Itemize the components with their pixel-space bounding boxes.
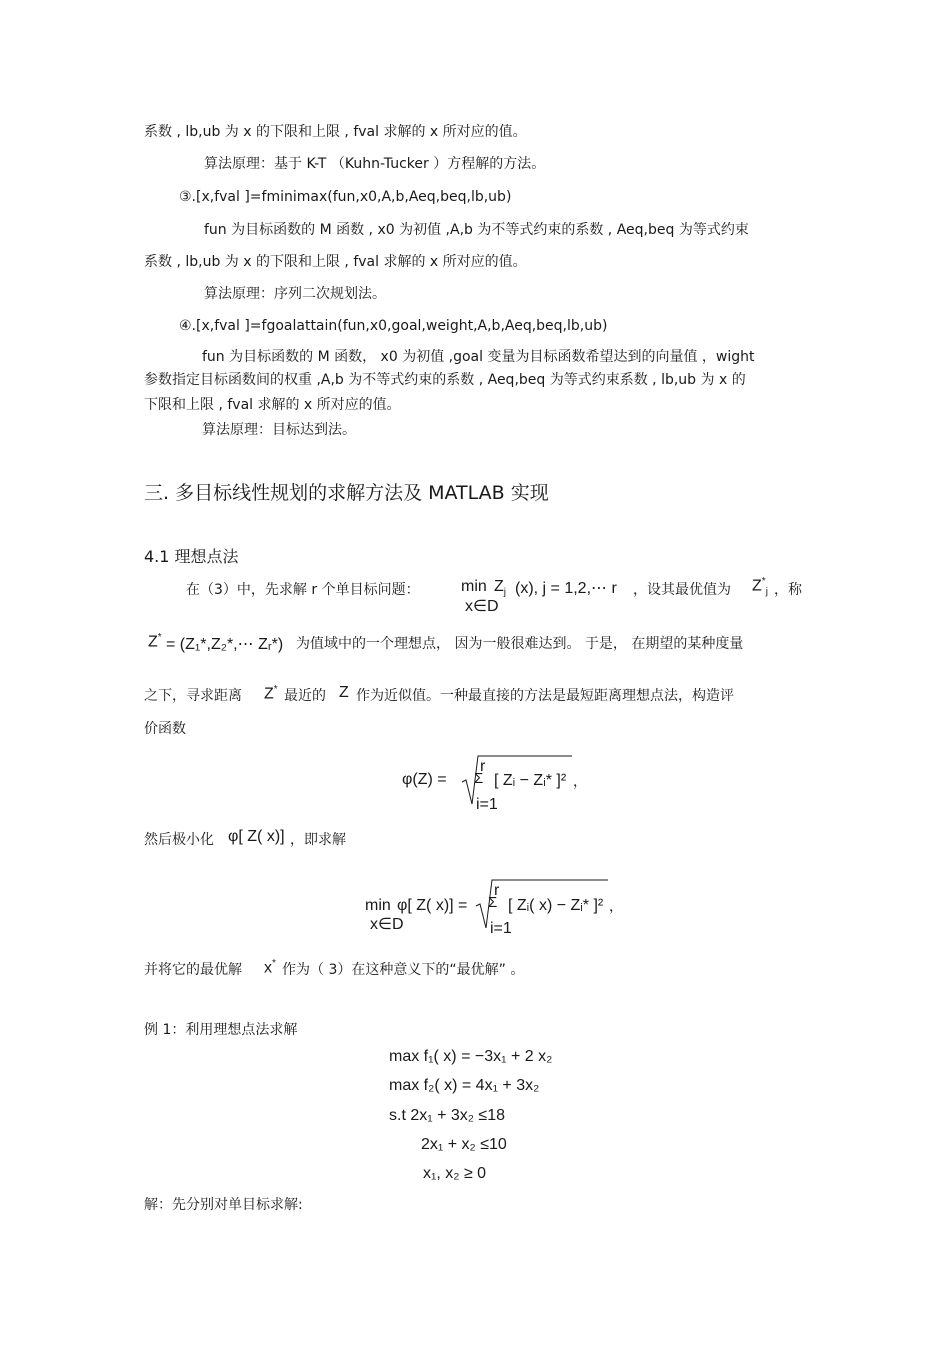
- min-operator-2: min: [365, 897, 391, 914]
- text-line-2: 算法原理：基于 K-T （Kuhn-Tucker ）方程解的方法。: [204, 156, 546, 172]
- min-subscript-2: x∈D: [370, 916, 404, 933]
- zj-star-symbol: $Z^*_j$: [752, 576, 768, 598]
- text-line-8: fun 为目标函数的 M 函数， x0 为初值 ,goal 变量为目标函数希望达到的向量值 ，wight: [202, 349, 755, 365]
- para6-text-b: 作为（ 3）在这种意义下的“最优解” 。: [282, 962, 525, 978]
- sum-bottom-2: i=1: [490, 920, 512, 937]
- z-ref: Z: [339, 684, 349, 701]
- eq1-comma: ，: [573, 774, 587, 790]
- example-eq-3: s.t 2x₁ + 3x₂ ≤18: [389, 1107, 505, 1124]
- z-star-tuple: = (Z₁*,Z₂*,⋯ Zᵣ*): [166, 636, 284, 653]
- para2-text: 为值域中的一个理想点， 因为一般很难达到。 于是， 在期望的某种度量: [296, 636, 744, 652]
- example-eq-2: max f₂( x) = 4x₁ + 3x₂: [389, 1077, 540, 1094]
- sum-symbol-1: Σ: [474, 770, 484, 787]
- j-range: (x), j = 1,2,⋯ r: [515, 580, 617, 597]
- sum-top-2: r: [494, 882, 500, 899]
- eq2-comma: ，: [609, 899, 623, 915]
- sqrt-body-2: [ Zᵢ( x) − Zᵢ* ]²: [508, 897, 604, 914]
- solution-label: 解：先分别对单目标求解:: [144, 1197, 303, 1213]
- para1-text-a: 在（3）中，先求解 r 个单目标问题：: [186, 582, 420, 598]
- para5-text-a: 然后极小化: [144, 832, 214, 848]
- example-eq-1: max f₁( x) = −3x₁ + 2 x₂: [389, 1048, 553, 1065]
- subsection-title: 4.1 理想点法: [144, 547, 239, 566]
- text-line-3: ③.[x,fval ]=fminimax(fun,x0,A,b,Aeq,beq,lb,ub): [179, 189, 512, 205]
- example-eq-5: x₁, x₂ ≥ 0: [423, 1165, 487, 1182]
- text-line-4: fun 为目标函数的 M 函数 , x0 为初值 ,A,b 为不等式约束的系数 , Aeq,beq 为等式约束: [204, 222, 749, 238]
- zj-symbol: $Z_j$: [494, 578, 507, 599]
- sum-symbol-2: Σ: [488, 894, 498, 911]
- x-star-ref: x*: [264, 958, 276, 977]
- para1-text-c: ，称: [774, 582, 802, 598]
- z-star-ref: Z*: [264, 684, 278, 703]
- section-title: 三. 多目标线性规划的求解方法及 MATLAB 实现: [144, 482, 549, 504]
- phi-zx-ref: φ[ Z( x)]: [228, 828, 285, 845]
- para4-text: 价函数: [144, 721, 186, 737]
- para3-text-b: 最近的: [284, 688, 326, 704]
- sum-top-1: r: [480, 758, 486, 775]
- para3-text-c: 作为近似值。一种最直接的方法是最短距离理想点法，构造评: [356, 688, 734, 704]
- example-eq-4: 2x₁ + x₂ ≤10: [421, 1136, 507, 1153]
- phi-zx-lhs: φ[ Z( x)] =: [397, 897, 468, 914]
- para3-text-a: 之下，寻求距离: [144, 688, 242, 704]
- example-label: 例 1：利用理想点法求解: [144, 1022, 298, 1038]
- text-line-5: 系数 , lb,ub 为 x 的下限和上限 , fval 求解的 x 所对应的值。: [144, 254, 527, 270]
- para6-text-a: 并将它的最优解: [144, 962, 242, 978]
- text-line-11: 算法原理：目标达到法。: [202, 422, 356, 438]
- para5-text-b: ，即求解: [290, 832, 346, 848]
- para1-text-b: ，设其最优值为: [633, 582, 731, 598]
- min-operator: min: [461, 578, 487, 595]
- phi-z-lhs: φ(Z) =: [402, 771, 447, 788]
- sum-bottom-1: i=1: [476, 796, 498, 813]
- text-line-6: 算法原理：序列二次规划法。: [204, 286, 386, 302]
- min-subscript: x∈D: [465, 598, 499, 615]
- z-star-symbol: Z*: [148, 632, 162, 651]
- text-line-10: 下限和上限 , fval 求解的 x 所对应的值。: [144, 397, 401, 413]
- sqrt-body-1: [ Zᵢ − Zᵢ* ]²: [494, 772, 567, 789]
- text-line-9: 参数指定目标函数间的权重 ,A,b 为不等式约束的系数 , Aeq,beq 为等式约束系数 , lb,ub 为 x 的: [144, 372, 746, 388]
- text-line-1: 系数 , lb,ub 为 x 的下限和上限 , fval 求解的 x 所对应的值。: [144, 124, 527, 140]
- text-line-7: ④.[x,fval ]=fgoalattain(fun,x0,goal,weight,A,b,Aeq,beq,lb,ub): [179, 318, 608, 334]
